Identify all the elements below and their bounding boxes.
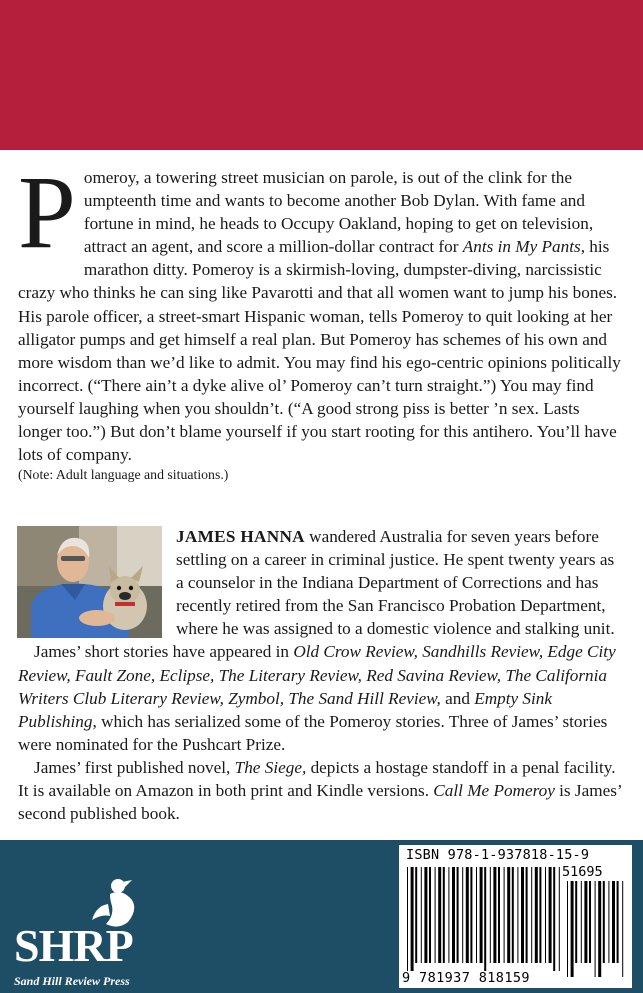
ean-digits: 9 781937 818159 [402,970,530,986]
novel-title: The Siege, [234,757,307,777]
isbn-text: ISBN 978-1-937818-15-9 [406,847,590,863]
bio-publications [18,640,626,755]
book-title: Call Me Pomeroy [433,781,555,801]
journal-list: Old Crow Review, Sandhills Review, Edge City Review, Fault Zone, Eclipse, The Literary Review, Red Savina Review, The California Writers Club Literary Review, Zymbol, The Sand Hill Review, [18,642,616,708]
back-cover-content [0,150,643,840]
blurb-text-1: omeroy, a towering street musician on parole, is out of the clink for the umpteenth time and wants to become another Bob Dylan. With fame and fortune in mind, he heads to Occupy Oakland, hoping to get on television, attract an agent, and score a million-dollar contract for [83,168,594,257]
bio-novels-mid: depicts a hostage standoff in a penal facility. It is available on Amazon in both print and Kindle versions. [18,757,616,801]
bio-novels [18,756,626,825]
author-name: JAMES HANNA [176,527,305,546]
publisher-title: Empty Sink Publishing [18,688,553,731]
bio-publications-and: and [440,688,475,708]
isbn-barcode [399,845,632,988]
song-title: Ants in My Pants [462,237,581,257]
addon-digits: 51695 [562,864,603,880]
bottom-color-band [0,840,643,993]
publisher-logo [14,876,174,991]
bio-intro-text: wandered Australia for seven years before settling on a career in criminal justice. He spent twenty years as a counselor in the Indiana Department of Corrections and has recently retired from the San Francisco Probation Department, where he was assigned to a domestic violence and stalking unit. [176,527,615,639]
publisher-logo-text: SHRP [14,920,133,971]
bio-novels-start: James’ first published novel, [34,757,235,777]
drop-cap: P [18,155,76,270]
content-note: (Note: Adult language and situations.) [18,467,229,483]
blurb-paragraph [18,155,626,466]
addon-barcode-bars [566,881,626,977]
bio-publications-start: James’ short stories have appeared in [34,642,294,662]
blurb-text-2: , his marathon ditty. Pomeroy is a skirmish-loving, dumpster-diving, narcissistic crazy who thinks he can sing like Pavarotti and that all women want to jump his bones. His parole officer, a street-smart Hispanic woman, tells Pomeroy to quit looking at her alligator pumps and get himself a real plan. But Pomeroy has schemes of his own and more wisdom than we’d like to admit. You may find his ego-centric opinions politically incorrect. (“There ain’t a dyke alive ol’ Pomeroy can’t turn straight.”) You may find yourself laughing when you shouldn’t. (“A good strong piss is better ’n sex. Lasts longer too.”) But don’t blame yourself if you start rooting for this antihero. You’ll have lots of company. [18,237,621,465]
bio-novels-end: is James’ second published book. [18,781,622,824]
ean-barcode-bars [406,867,561,977]
top-color-band [0,0,643,150]
publisher-name: Sand Hill Review Press [14,974,130,988]
author-bio [18,525,626,825]
book-blurb [18,155,626,483]
bio-publications-end: , which has serialized some of the Pomeroy stories. Three of James’ stories were nominated for the Pushcart Prize. [18,711,608,754]
bio-intro [176,525,626,640]
